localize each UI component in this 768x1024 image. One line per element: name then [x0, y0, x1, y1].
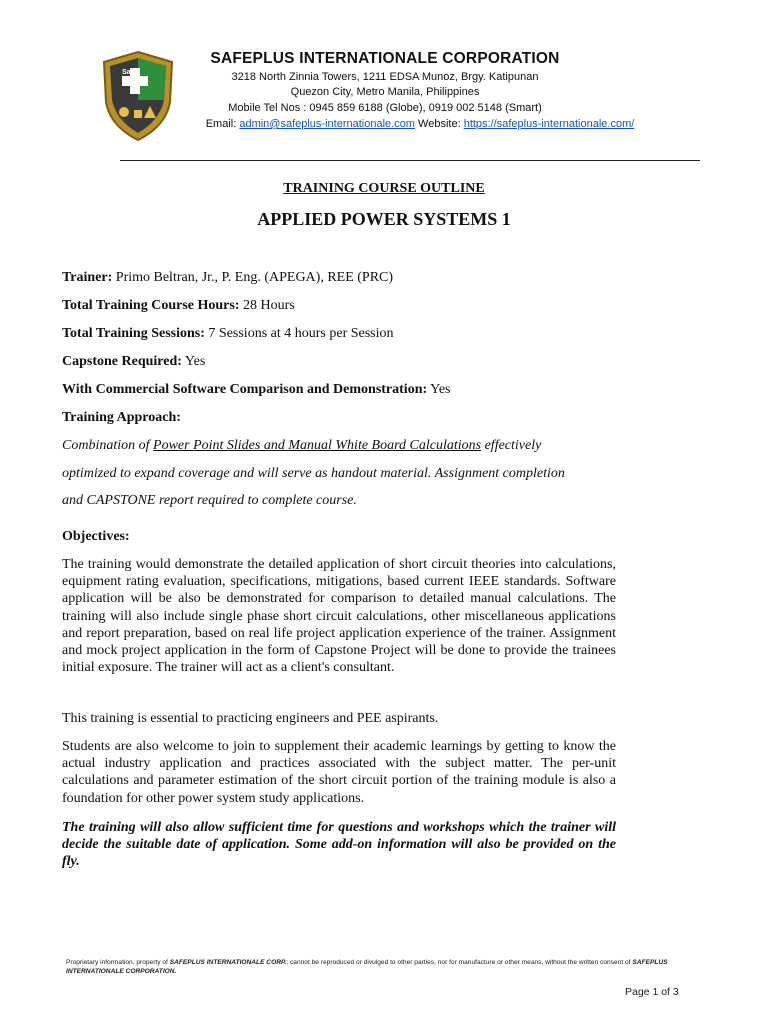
sessions-label: Total Training Sessions:	[62, 326, 205, 341]
company-name: SAFEPLUS INTERNATIONALE CORPORATION	[210, 50, 560, 67]
approach-line-3: and CAPSTONE report required to complete course.	[62, 493, 357, 508]
objectives-paragraph-1: The training would demonstrate the detailed application of short circuit theories into calculations, equipment rating evaluation, specifications, mitigations, based current IEEE standards. Software application will be also be demonstrated for comparison to detailed manual calculations. The training will also include single phase short circuit calculations, other miscellaneous applications and report preparation, based on real life project application experience of the trainer. Assignment and mock project application in the form of Capstone Project will be done to provide the trainees initial exposure. The trainer will act as a client's consultant.	[62, 557, 616, 676]
approach-field	[62, 410, 181, 426]
course-title: APPLIED POWER SYSTEMS 1	[257, 209, 511, 229]
hours-field	[62, 298, 295, 314]
hours-value: 28 Hours	[239, 298, 295, 313]
approach-label: Training Approach:	[62, 410, 181, 425]
software-field	[62, 382, 451, 398]
address-line-2: Quezon City, Metro Manila, Philippines	[290, 86, 480, 98]
objectives-paragraph-2: This training is essential to practicing engineers and PEE aspirants.	[62, 711, 439, 726]
mobile-numbers: Mobile Tel Nos : 0945 859 6188 (Globe), 0919 002 5148 (Smart)	[228, 102, 542, 114]
logo-text: Safe	[122, 69, 137, 76]
software-value: Yes	[427, 382, 451, 397]
trainer-field	[62, 270, 393, 286]
notice-part-d: SAFEPLUS INTERNATIONALE CORPORATION.	[66, 959, 668, 975]
page-number: Page 1 of 3	[625, 986, 679, 998]
proprietary-notice	[66, 958, 706, 976]
outline-title: TRAINING COURSE OUTLINE	[283, 181, 485, 196]
objectives-paragraph-4: The training will also allow sufficient time for questions and workshops which the trainer will decide the suitable date of application. Some add-on information will also be provided on the fly.	[62, 820, 616, 870]
objectives-paragraph-3: Students are also welcome to join to supplement their academic learnings by getting to know the actual industry application and practices associated with the subject matter. The per-unit calculations and parameter estimation of the short circuit portion of the training module is also a foundation for other power system study applications.	[62, 739, 616, 806]
approach-line-2: optimized to expand coverage and will serve as handout material. Assignment completion	[62, 466, 565, 481]
website-link[interactable]: https://safeplus-internationale.com/	[463, 118, 635, 130]
contact-line	[110, 118, 730, 130]
trainer-label: Trainer:	[62, 270, 113, 285]
notice-part-a: Proprietary information, property of	[66, 959, 170, 966]
email-label: Email:	[205, 118, 240, 130]
notice-part-b: SAFEPLUS INTERNATIONALE CORP.	[169, 959, 287, 966]
address-line-1: 3218 North Zinnia Towers, 1211 EDSA Munoz, Brgy. Katipunan	[231, 71, 539, 83]
software-label: With Commercial Software Comparison and Demonstration:	[62, 382, 428, 397]
sessions-field	[62, 326, 394, 342]
approach-line1-b: effectively	[481, 438, 542, 453]
email-link[interactable]: admin@safeplus-internationale.com	[239, 118, 415, 130]
objectives-heading: Objectives:	[62, 529, 130, 544]
sessions-value: 7 Sessions at 4 hours per Session	[204, 326, 394, 341]
website-label: Website:	[414, 118, 464, 130]
approach-line1-underlined: Power Point Slides and Manual White Board Calculations	[153, 438, 482, 453]
trainer-value: Primo Beltran, Jr., P. Eng. (APEGA), REE (PRC)	[112, 270, 394, 285]
capstone-label: Capstone Required:	[62, 354, 182, 369]
approach-line1-a: Combination of	[62, 438, 154, 453]
header-divider	[120, 160, 700, 161]
notice-part-c: ; cannot be reproduced or divulged to other parties, nor for manufacture or other means, without the written consent of	[286, 959, 633, 966]
hours-label: Total Training Course Hours:	[62, 298, 240, 313]
approach-line-1	[62, 438, 541, 454]
capstone-field	[62, 354, 205, 370]
capstone-value: Yes	[181, 354, 206, 369]
